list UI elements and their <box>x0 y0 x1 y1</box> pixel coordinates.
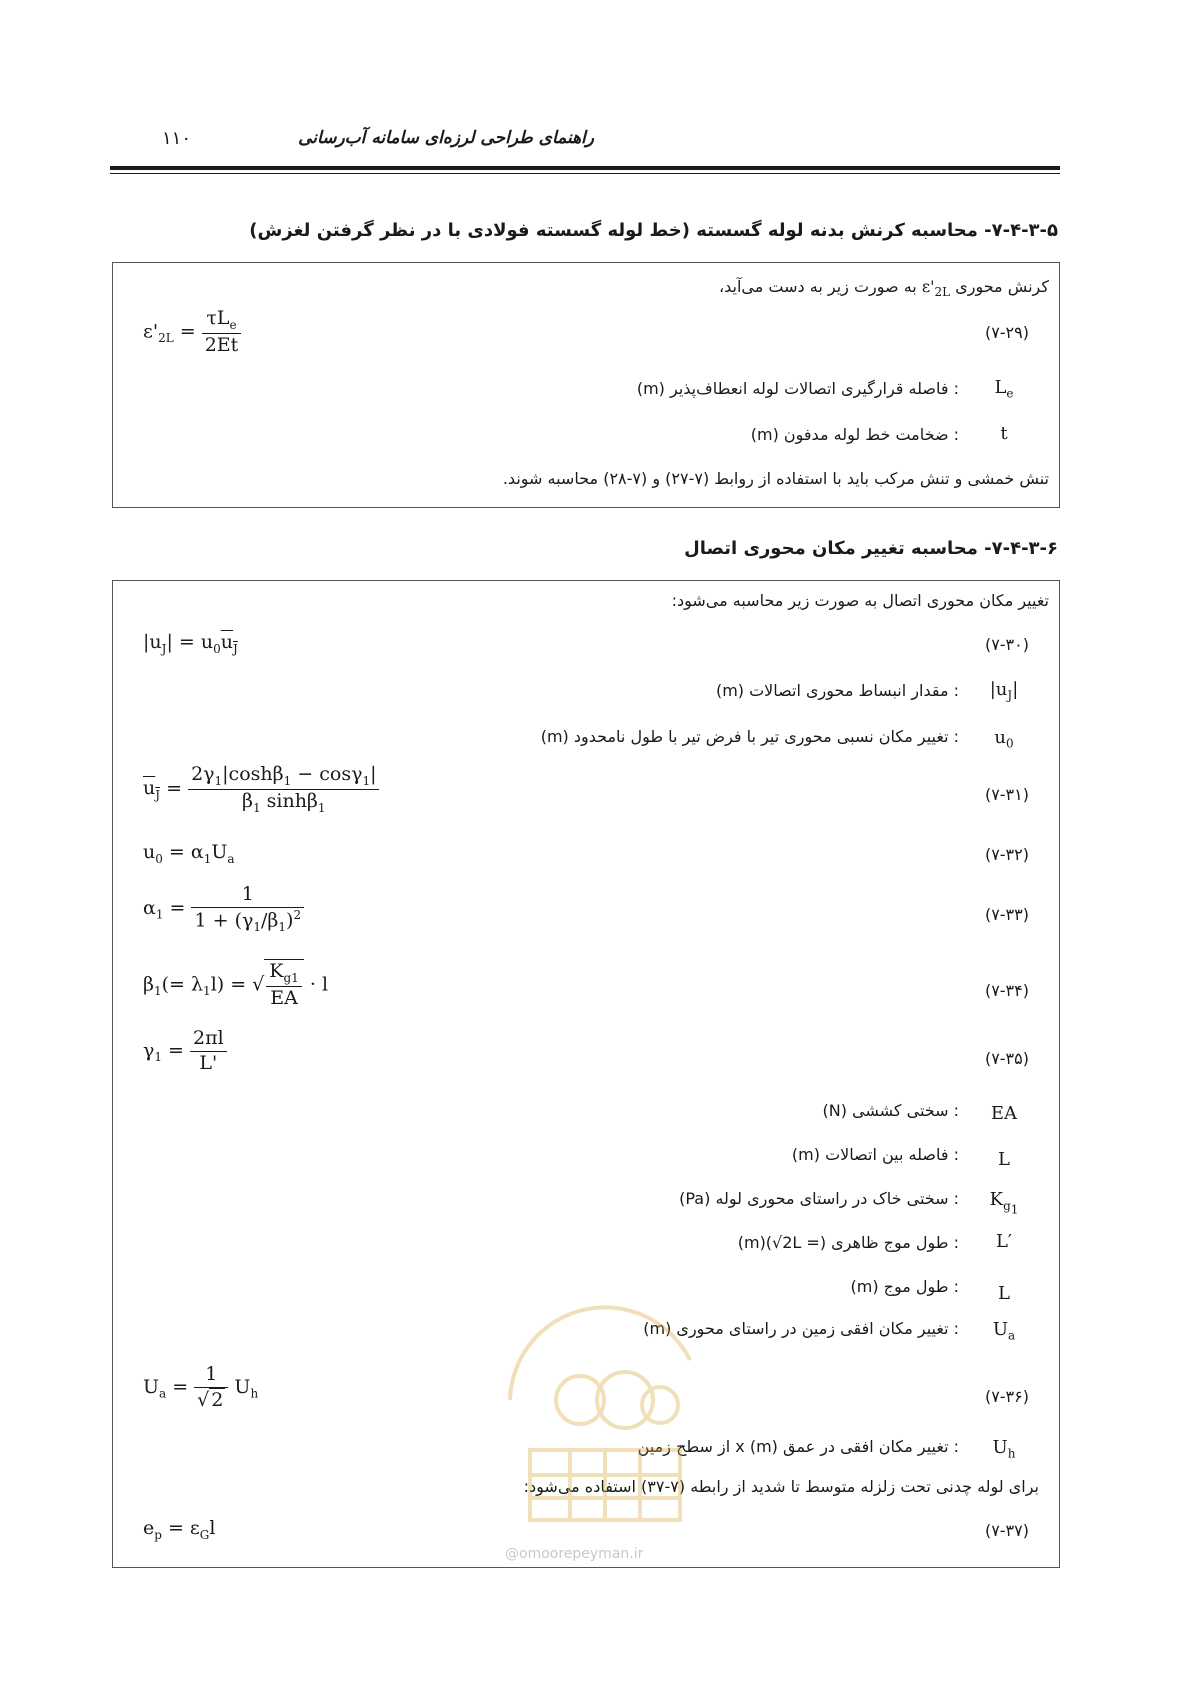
equation-7-30: $|u_J| = u_0u_J$ <box>143 631 238 656</box>
eq-number-7-33: (۷-۳۳) <box>984 905 1029 924</box>
eq-number-7-30: (۷-۳۰) <box>984 635 1029 654</box>
cast-iron-note: برای لوله چدنی تحت زلزله متوسط تا شدید از رابطه (۷-۳۷) استفاده می‌شود: <box>523 1477 1039 1496</box>
symbol-l: L <box>998 1149 1010 1170</box>
def-Le: : فاصله قرارگیری اتصالات لوله انعطاف‌پذیر (m) <box>636 379 959 398</box>
watermark-url: @omoorepeyman.ir <box>505 1546 644 1562</box>
def-Lprime: : طول موج ظاهری (= 2L√)(m) <box>737 1233 959 1252</box>
equation-7-37: $e_p = \varepsilon_Gl$ <box>143 1517 216 1542</box>
eq-number-7-31: (۷-۳۱) <box>984 785 1029 804</box>
symbol-Le: $L_e$ <box>994 377 1014 401</box>
def-l: : فاصله بین اتصالات (m) <box>791 1145 959 1164</box>
def-u0: : تغییر مکان نسبی محوری تیر با فرض تیر با طول نامحدود (m) <box>540 727 959 746</box>
equation-7-34: $\beta_1(= \lambda_1l)$ = √ $\frac{K_{g1}}{EA}$ · l <box>143 960 329 1009</box>
equation-7-33: $\alpha_1$ = $\frac{1}{1 + (\gamma_1/\beta_1)^2}$ <box>143 883 304 935</box>
equation-7-32: $u_0 = \alpha_1U_a$ <box>143 841 235 866</box>
section2-intro: تغییر مکان محوری اتصال به صورت زیر محاسبه می‌شود: <box>671 591 1049 610</box>
eq-number-7-29: (۷-۲۹) <box>984 323 1029 342</box>
equation-7-35: $\gamma_1$ = $\frac{2\pi l}{L'}$ <box>143 1027 227 1076</box>
symbol-Lprime: L′ <box>995 1231 1013 1252</box>
equation-7-31: $u_J$ = $\frac{2\gamma_1|\cosh\beta_1 - \cos\gamma_1|}{\beta_1 \sinh\beta_1}$ <box>143 763 379 816</box>
equation-7-29: $\varepsilon'_{2L}$ = $\frac{\tau L_e}{2Et}$ <box>143 307 241 358</box>
def-L: : طول موج (m) <box>850 1277 959 1296</box>
symbol-t: t <box>1000 423 1008 444</box>
symbol-Kg1: $K_{g_1}$ <box>989 1189 1019 1216</box>
def-t: : ضخامت خط لوله مدفون (m) <box>750 425 959 444</box>
eq-number-7-36: (۷-۳۶) <box>984 1387 1029 1406</box>
section-heading-7-4-3-6: ۷-۴-۳-۶- محاسبه تغییر مکان محوری اتصال <box>684 538 1058 559</box>
def-Uh: : تغییر مکان افقی در عمق x (m) از سطح زمین <box>637 1437 959 1456</box>
running-header-title: راهنمای طراحی لرزه‌ای سامانه آب‌رسانی <box>298 128 594 148</box>
eq-number-7-37: (۷-۳۷) <box>984 1521 1029 1540</box>
watermark-logo <box>490 1240 710 1540</box>
def-Kg1: : سختی خاک در راستای محوری لوله (Pa) <box>679 1189 959 1208</box>
eq-number-7-35: (۷-۳۵) <box>984 1049 1029 1068</box>
symbol-EA: EA <box>990 1103 1018 1124</box>
def-EA: : سختی کششی (N) <box>822 1101 959 1120</box>
def-Ua: : تغییر مکان افقی زمین در راستای محوری (m) <box>643 1319 959 1338</box>
symbol-Uh: $U_h$ <box>992 1437 1016 1461</box>
section1-intro: کرنش محوری $\varepsilon'_{2L}$ به صورت زیر به دست می‌آید، <box>718 277 1049 300</box>
eq-number-7-32: (۷-۳۲) <box>984 845 1029 864</box>
section1-closing: تنش خمشی و تنش مرکب باید با استفاده از روابط (۷-۲۷) و (۷-۲۸) محاسبه شوند. <box>502 469 1049 488</box>
symbol-abs-uJ: $|u_J|$ <box>989 679 1019 703</box>
header-rule-thin <box>110 173 1060 174</box>
page-number: ۱۱۰ <box>162 128 192 149</box>
section-heading-7-4-3-5: ۷-۴-۳-۵- محاسبه کرنش بدنه لوله گسسته (خط لوله گسسته فولادی با در نظر گرفتن لغزش) <box>249 220 1058 241</box>
def-uJ: : مقدار انبساط محوری اتصالات (m) <box>715 681 959 700</box>
section1-box <box>112 262 1060 508</box>
symbol-L: L <box>998 1283 1010 1304</box>
equation-7-36: $U_a$ = $\frac{1}{√ 2}$ $U_h$ <box>143 1363 259 1411</box>
header-rule-thick <box>110 166 1060 170</box>
symbol-u0: $u_0$ <box>994 727 1014 751</box>
eq-number-7-34: (۷-۳۴) <box>984 981 1029 1000</box>
symbol-Ua: $U_a$ <box>992 1319 1016 1343</box>
